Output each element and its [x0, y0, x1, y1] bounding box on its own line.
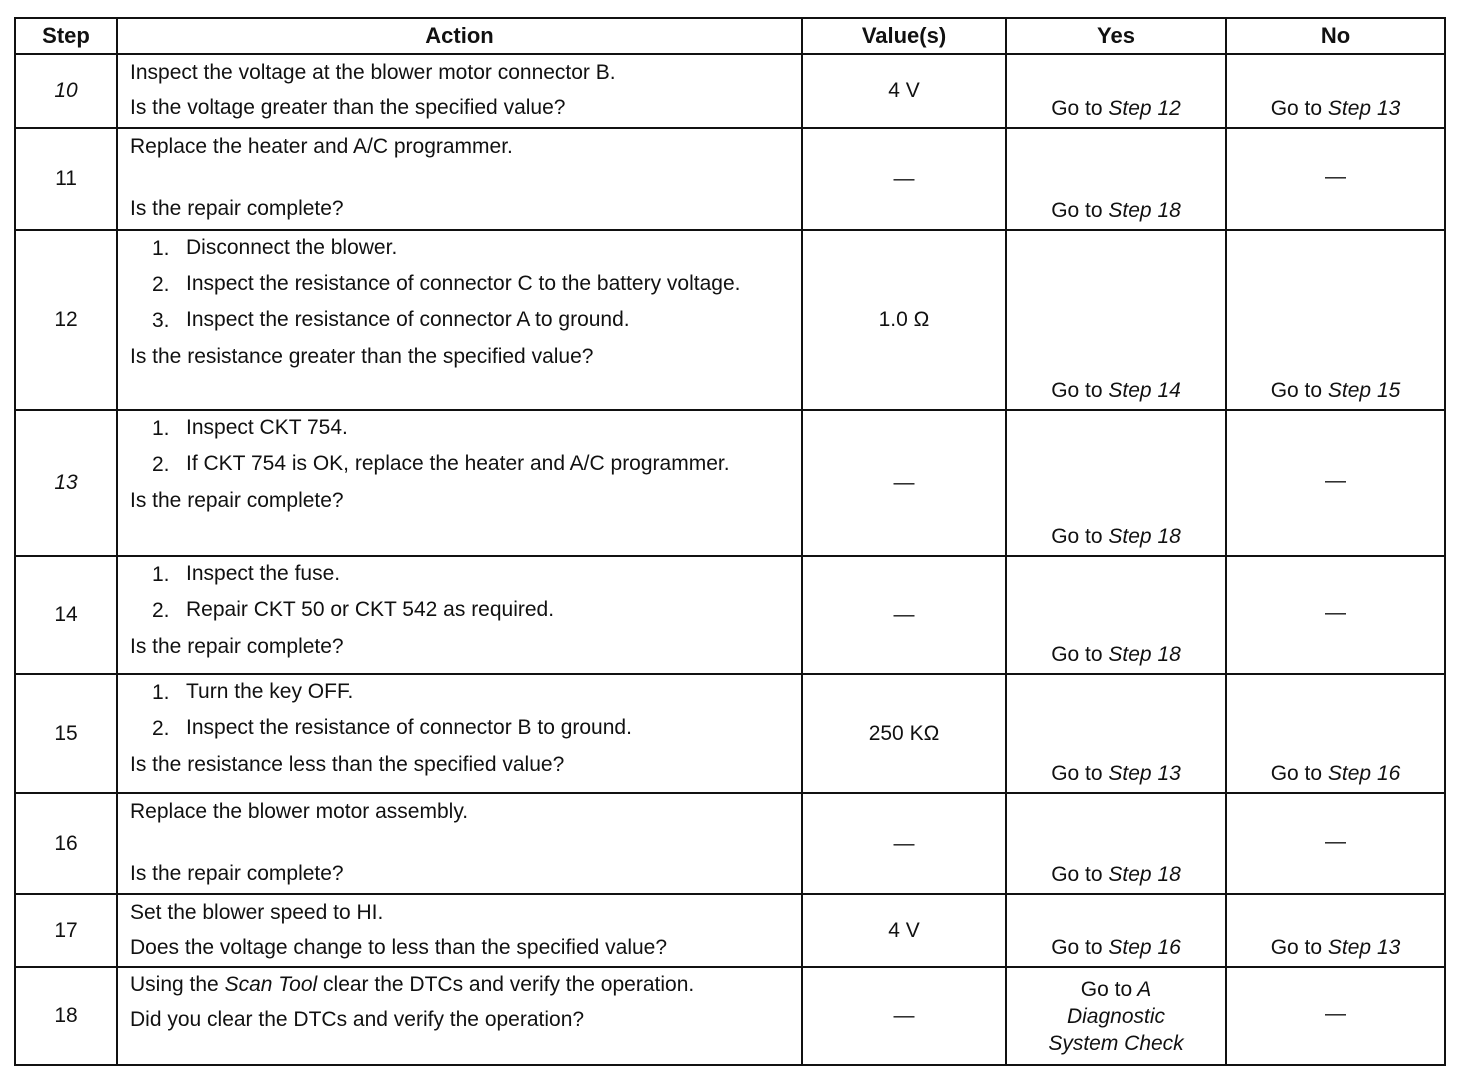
table-row	[15, 230, 1445, 410]
yes-target: Step 12	[1108, 97, 1181, 120]
values-header: Value(s)	[802, 18, 1006, 54]
step-number: 17	[15, 894, 117, 967]
action-cell	[117, 556, 802, 674]
go-to-label: Go to	[1270, 97, 1323, 120]
list-item: 1. Turn the key OFF.	[152, 680, 354, 704]
value-cell: —	[802, 793, 1006, 894]
step-number: 16	[15, 793, 117, 894]
action-question: Is the repair complete?	[130, 197, 344, 220]
yes-cell	[1006, 793, 1226, 894]
yes-target: Step 14	[1108, 379, 1181, 402]
action-steps	[130, 235, 789, 335]
yes-target: Step 18	[1108, 643, 1181, 666]
list-item: 2. Repair CKT 50 or CKT 542 as required.	[152, 598, 555, 622]
go-to-label: Go to	[1051, 199, 1103, 222]
step-number: 18	[15, 967, 117, 1065]
no-target: Step 13	[1327, 97, 1401, 120]
table-row	[15, 410, 1445, 556]
yes-target: Step 18	[1108, 199, 1181, 222]
no-target: Step 16	[1327, 762, 1401, 785]
yes-target: Step 13	[1108, 762, 1181, 785]
no-cell: —	[1226, 410, 1445, 556]
diagnostic-table	[14, 17, 1446, 1066]
go-to-label: Go to	[1051, 863, 1103, 886]
go-to-label: Go to	[1270, 762, 1323, 785]
action-question: Is the repair complete?	[130, 862, 344, 885]
go-to-label: Go to	[1051, 97, 1103, 120]
no-cell	[1226, 894, 1445, 967]
yes-cell	[1006, 556, 1226, 674]
list-item: 2. Inspect the resistance of connector B to ground.	[152, 716, 632, 740]
go-to-label: Go to	[1051, 525, 1103, 548]
action-cell	[117, 967, 802, 1065]
no-cell: —	[1226, 556, 1445, 674]
action-steps	[130, 561, 789, 625]
yes-target: A	[1137, 977, 1152, 1001]
go-to-label: Go to	[1270, 936, 1323, 959]
header-row	[15, 18, 1445, 54]
yes-target: Step 16	[1108, 936, 1181, 959]
value-cell: —	[802, 410, 1006, 556]
no-cell	[1226, 674, 1445, 793]
go-to-label: Go to	[1051, 936, 1103, 959]
step-header: Step	[15, 18, 117, 54]
action-cell	[117, 793, 802, 894]
no-cell: —	[1226, 793, 1445, 894]
table-row	[15, 128, 1445, 230]
action-cell	[117, 894, 802, 967]
yes-target-line: System Check	[1048, 1031, 1184, 1055]
value-cell: 4 V	[802, 894, 1006, 967]
intro-pre: Using the	[130, 973, 219, 996]
list-item: 2. Inspect the resistance of connector C to the battery voltage.	[152, 272, 741, 296]
action-question: Did you clear the DTCs and verify the operation?	[130, 1008, 585, 1031]
action-question: Is the repair complete?	[130, 489, 344, 512]
no-header: No	[1226, 18, 1445, 54]
action-question: Is the resistance less than the specified value?	[130, 753, 565, 776]
action-intro: Inspect the voltage at the blower motor connector B.	[130, 61, 616, 84]
list-item: 2. If CKT 754 is OK, replace the heater and A/C programmer.	[152, 452, 730, 476]
no-cell	[1226, 230, 1445, 410]
table-row	[15, 54, 1445, 128]
go-to-label: Go to	[1051, 762, 1103, 785]
action-question: Is the resistance greater than the specified value?	[130, 345, 594, 368]
action-steps	[130, 415, 789, 479]
list-item: 1. Inspect the fuse.	[152, 562, 341, 586]
action-cell	[117, 54, 802, 128]
no-cell: —	[1226, 128, 1445, 230]
value-cell: 1.0 Ω	[802, 230, 1006, 410]
action-header: Action	[117, 18, 802, 54]
action-intro: Replace the heater and A/C programmer.	[130, 135, 513, 158]
action-steps	[130, 679, 789, 743]
list-item: 1. Inspect CKT 754.	[152, 416, 348, 440]
go-to-label: Go to	[1051, 643, 1103, 666]
step-number: 10	[15, 54, 117, 128]
table-row	[15, 967, 1445, 1065]
table-row	[15, 793, 1445, 894]
table-row	[15, 556, 1445, 674]
action-question: Is the voltage greater than the specified value?	[130, 96, 566, 119]
intro-post: clear the DTCs and verify the operation.	[323, 973, 695, 996]
value-cell: 250 KΩ	[802, 674, 1006, 793]
scan-tool-term: Scan Tool	[224, 973, 318, 996]
action-intro: Replace the blower motor assembly.	[130, 800, 469, 823]
table-row	[15, 894, 1445, 967]
yes-cell	[1006, 128, 1226, 230]
yes-target: Step 18	[1108, 863, 1181, 886]
step-number: 11	[15, 128, 117, 230]
yes-header: Yes	[1006, 18, 1226, 54]
yes-cell	[1006, 894, 1226, 967]
action-question: Does the voltage change to less than the specified value?	[130, 936, 668, 959]
action-question: Is the repair complete?	[130, 635, 344, 658]
value-cell: —	[802, 967, 1006, 1065]
yes-cell	[1006, 410, 1226, 556]
value-cell: 4 V	[802, 54, 1006, 128]
action-cell	[117, 410, 802, 556]
no-cell	[1226, 54, 1445, 128]
table-row	[15, 674, 1445, 793]
yes-cell	[1006, 54, 1226, 128]
value-cell: —	[802, 556, 1006, 674]
action-cell	[117, 230, 802, 410]
action-cell	[117, 128, 802, 230]
no-cell: —	[1226, 967, 1445, 1065]
yes-cell	[1006, 674, 1226, 793]
step-number: 14	[15, 556, 117, 674]
yes-cell	[1006, 230, 1226, 410]
no-target: Step 15	[1327, 379, 1401, 402]
go-to-label: Go to	[1051, 379, 1103, 402]
yes-target: Step 18	[1108, 525, 1181, 548]
value-cell: —	[802, 128, 1006, 230]
yes-cell	[1006, 967, 1226, 1065]
list-item: 1. Disconnect the blower.	[152, 236, 398, 260]
yes-target-line: Diagnostic	[1066, 1004, 1166, 1028]
go-to-label: Go to	[1080, 977, 1133, 1001]
step-number: 13	[15, 410, 117, 556]
list-item: 3. Inspect the resistance of connector A to ground.	[152, 308, 630, 332]
action-cell	[117, 674, 802, 793]
go-to-label: Go to	[1270, 379, 1323, 402]
action-intro: Set the blower speed to HI.	[130, 901, 384, 924]
step-number: 15	[15, 674, 117, 793]
no-target: Step 13	[1327, 936, 1401, 959]
step-number: 12	[15, 230, 117, 410]
action-intro	[130, 972, 789, 998]
